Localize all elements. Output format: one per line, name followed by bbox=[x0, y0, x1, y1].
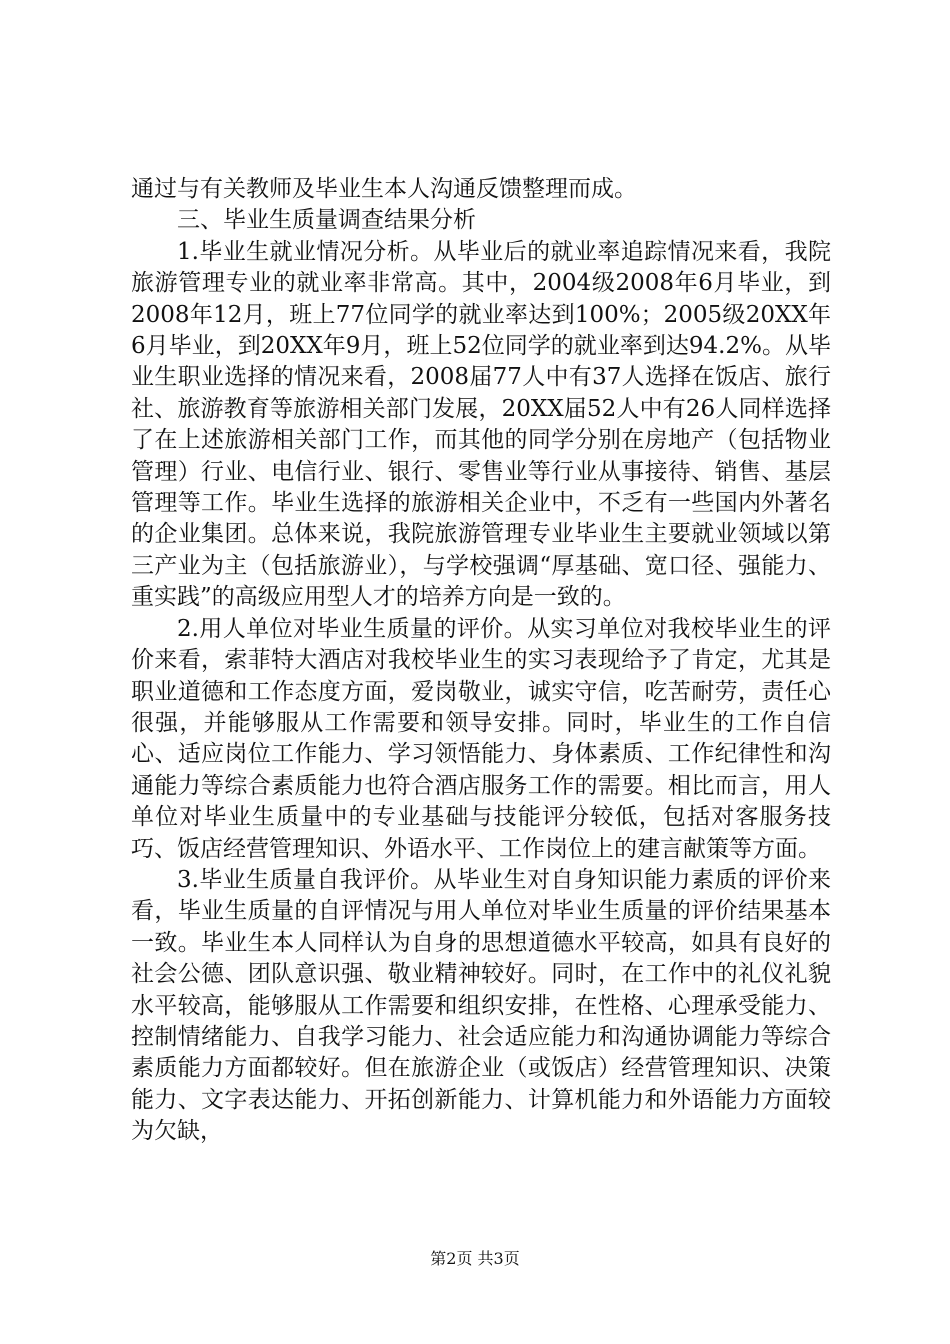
document-body bbox=[131, 174, 831, 1148]
page-footer: 第2页 共3页 bbox=[430, 1249, 520, 1268]
paragraph-employment-analysis: 1.毕业生就业情况分析。从毕业后的就业率追踪情况来看，我院旅游管理专业的就业率非常高。其中，2004级2008年6月毕业，到2008年12月，班上77位同学的就业率达到100%；2005级20XX年6月毕业，到20XX年9月，班上52位同学的就业率到达94.2%。从毕业生职业选择的情况来看，2008届77人中有37人选择在饭店、旅行社、旅游教育等旅游相关部门发展，20XX届52人中有26人同样选择了在上述旅游相关部门工作，而其他的同学分别在房地产（包括物业管理）行业、电信行业、银行、零售业等行业从事接待、销售、基层管理等工作。毕业生选择的旅游相关企业中，不乏有一些国内外著名的企业集团。总体来说，我院旅游管理专业毕业生主要就业领域以第三产业为主（包括旅游业），与学校强调“厚基础、宽口径、强能力、重实践”的高级应用型人才的培养方向是一致的。 bbox=[131, 238, 831, 611]
section-heading: 三、毕业生质量调查结果分析 bbox=[177, 207, 476, 234]
paragraph-self-evaluation: 3.毕业生质量自我评价。从毕业生对自身知识能力素质的评价来看，毕业生质量的自评情况与用人单位对毕业生质量的评价结果基本一致。毕业生本人同样认为自身的思想道德水平较高，如具有良好的社会公德、团队意识强、敬业精神较好。同时，在工作中的礼仪礼貌水平较高，能够服从工作需要和组织安排，在性格、心理承受能力、控制情绪能力、自我学习能力、社会适应能力和沟通协调能力等综合素质能力方面都较好。但在旅游企业（或饭店）经营管理知识、决策能力、文字表达能力、开拓创新能力、计算机能力和外语能力方面较为欠缺， bbox=[131, 866, 831, 1145]
paragraph-continuation: 通过与有关教师及毕业生本人沟通反馈整理而成。 bbox=[131, 176, 637, 202]
paragraph-employer-evaluation: 2.用人单位对毕业生质量的评价。从实习单位对我校毕业生的评价来看，索菲特大酒店对我校毕业生的实习表现给予了肯定，尤其是职业道德和工作态度方面，爱岗敬业，诚实守信，吃苦耐劳，责任心很强，并能够服从工作需要和领导安排。同时，毕业生的工作自信心、适应岗位工作能力、学习领悟能力、身体素质、工作纪律性和沟通能力等综合素质能力也符合酒店服务工作的需要。相比而言，用人单位对毕业生质量中的专业基础与技能评分较低，包括对客服务技巧、饭店经营管理知识、外语水平、工作岗位上的建言献策等方面。 bbox=[131, 615, 831, 862]
